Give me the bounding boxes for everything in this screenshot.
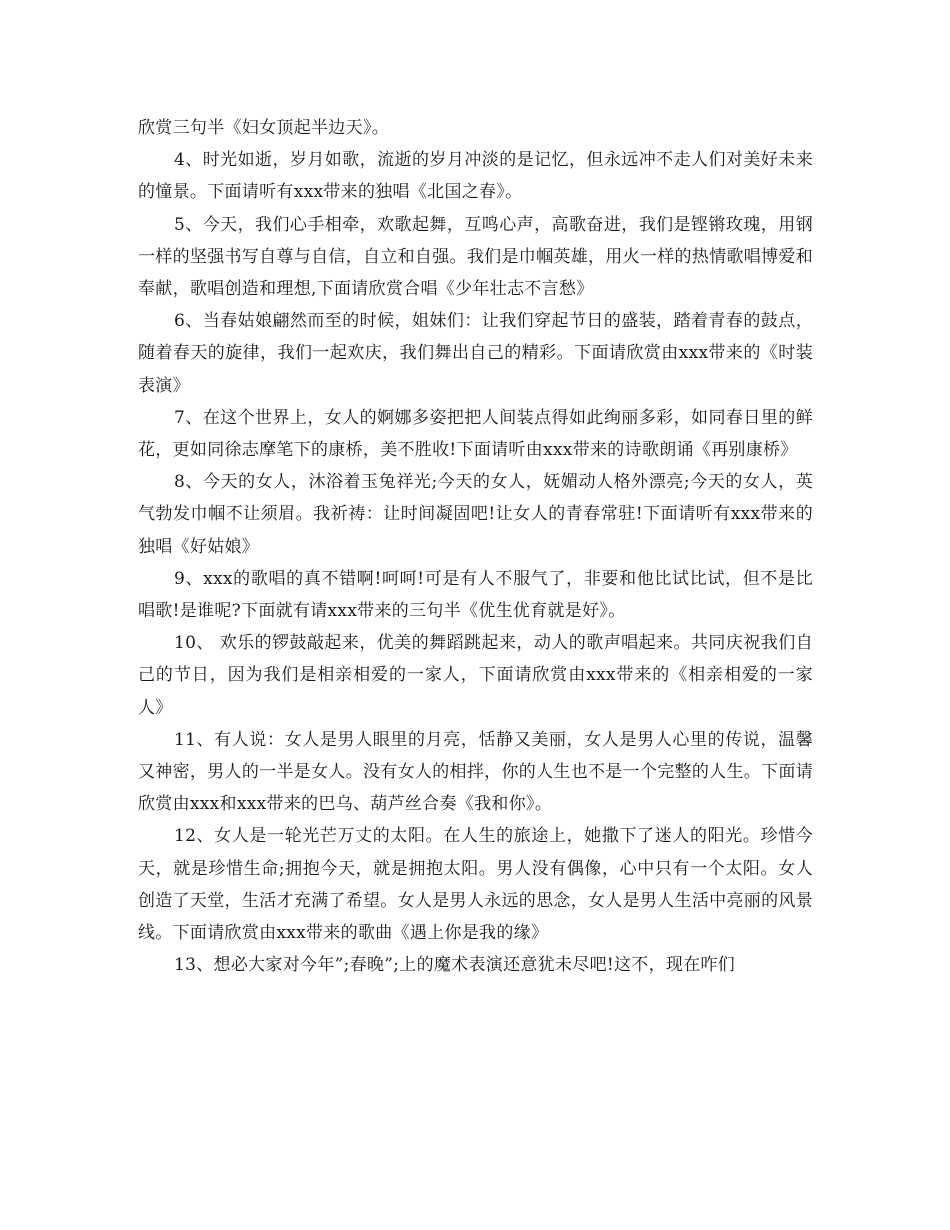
paragraph: 6、当春姑娘翩然而至的时候，姐妹们：让我们穿起节日的盛装，踏着青春的鼓点，随着春天的旋律，我们一起欢庆，我们舞出自己的精彩。下面请欣赏由xxx带来的《时装表演》: [138, 311, 813, 396]
paragraph: 13、想必大家对今年”;春晚”;上的魔术表演还意犹未尽吧!这不，现在咋们: [174, 955, 736, 976]
paragraph: 7、在这个世界上，女人的婀娜多姿把把人间装点得如此绚丽多彩，如同春日里的鲜花，更如同徐志摩笔下的康桥，美不胜收!下面请听由xxx带来的诗歌朗诵《再别康桥》: [138, 407, 813, 461]
paragraph: 11、有人说：女人是男人眼里的月亮，恬静又美丽，女人是男人心里的传说，温馨又神密，男人的一半是女人。没有女人的相拌，你的人生也不是一个完整的人生。下面请欣赏由xxx和xxx带来的巴乌、葫芦丝合奏《我和你》。: [138, 729, 813, 815]
paragraph: 9、xxx的歌唱的真不错啊!呵呵!可是有人不服气了，非要和他比试比试，但不是比唱歌!是谁呢?下面就有请xxx带来的三句半《优生优育就是好》。: [138, 568, 813, 622]
paragraph: 4、时光如逝，岁月如歌，流逝的岁月冲淡的是记忆，但永远冲不走人们对美好未来的憧景。下面请听有xxx带来的独唱《北国之春》。: [138, 150, 813, 203]
paragraph: 10、 欢乐的锣鼓敲起来，优美的舞蹈跳起来，动人的歌声唱起来。共同庆祝我们自己的节日，因为我们是相亲相爱的一家人，下面请欣赏由xxx带来的《相亲相爱的一家人》: [138, 633, 813, 718]
document-body: [138, 112, 813, 981]
paragraph: 8、今天的女人，沐浴着玉兔祥光;今天的女人，妩媚动人格外漂亮;今天的女人，英气勃发巾帼不让须眉。我祈祷：让时间凝固吧!让女人的青春常驻!下面请听有xxx带来的独唱《好姑娘》: [138, 472, 813, 557]
paragraph: 欣赏三句半《妇女顶起半边天》。: [138, 118, 389, 138]
paragraph: 12、女人是一轮光芒万丈的太阳。在人生的旅途上，她撒下了迷人的阳光。珍惜今天，就是珍惜生命;拥抱今天，就是拥抱太阳。男人没有偶像，心中只有一个太阳。女人创造了天堂，生活才充满了希望。女人是男人永远的思念，女人是男人生活中亮丽的风景线。下面请欣赏由xxx带来的歌曲《遇上你是我的缘》: [138, 826, 813, 944]
paragraph: 5、今天，我们心手相牵，欢歌起舞，互鸣心声，高歌奋进，我们是铿锵玫瑰，用钢一样的坚强书写自尊与自信，自立和自强。我们是巾帼英雄，用火一样的热情歌唱博爱和奉献，歌唱创造和理想,下面请欣赏合唱《少年壮志不言愁》: [138, 214, 813, 300]
